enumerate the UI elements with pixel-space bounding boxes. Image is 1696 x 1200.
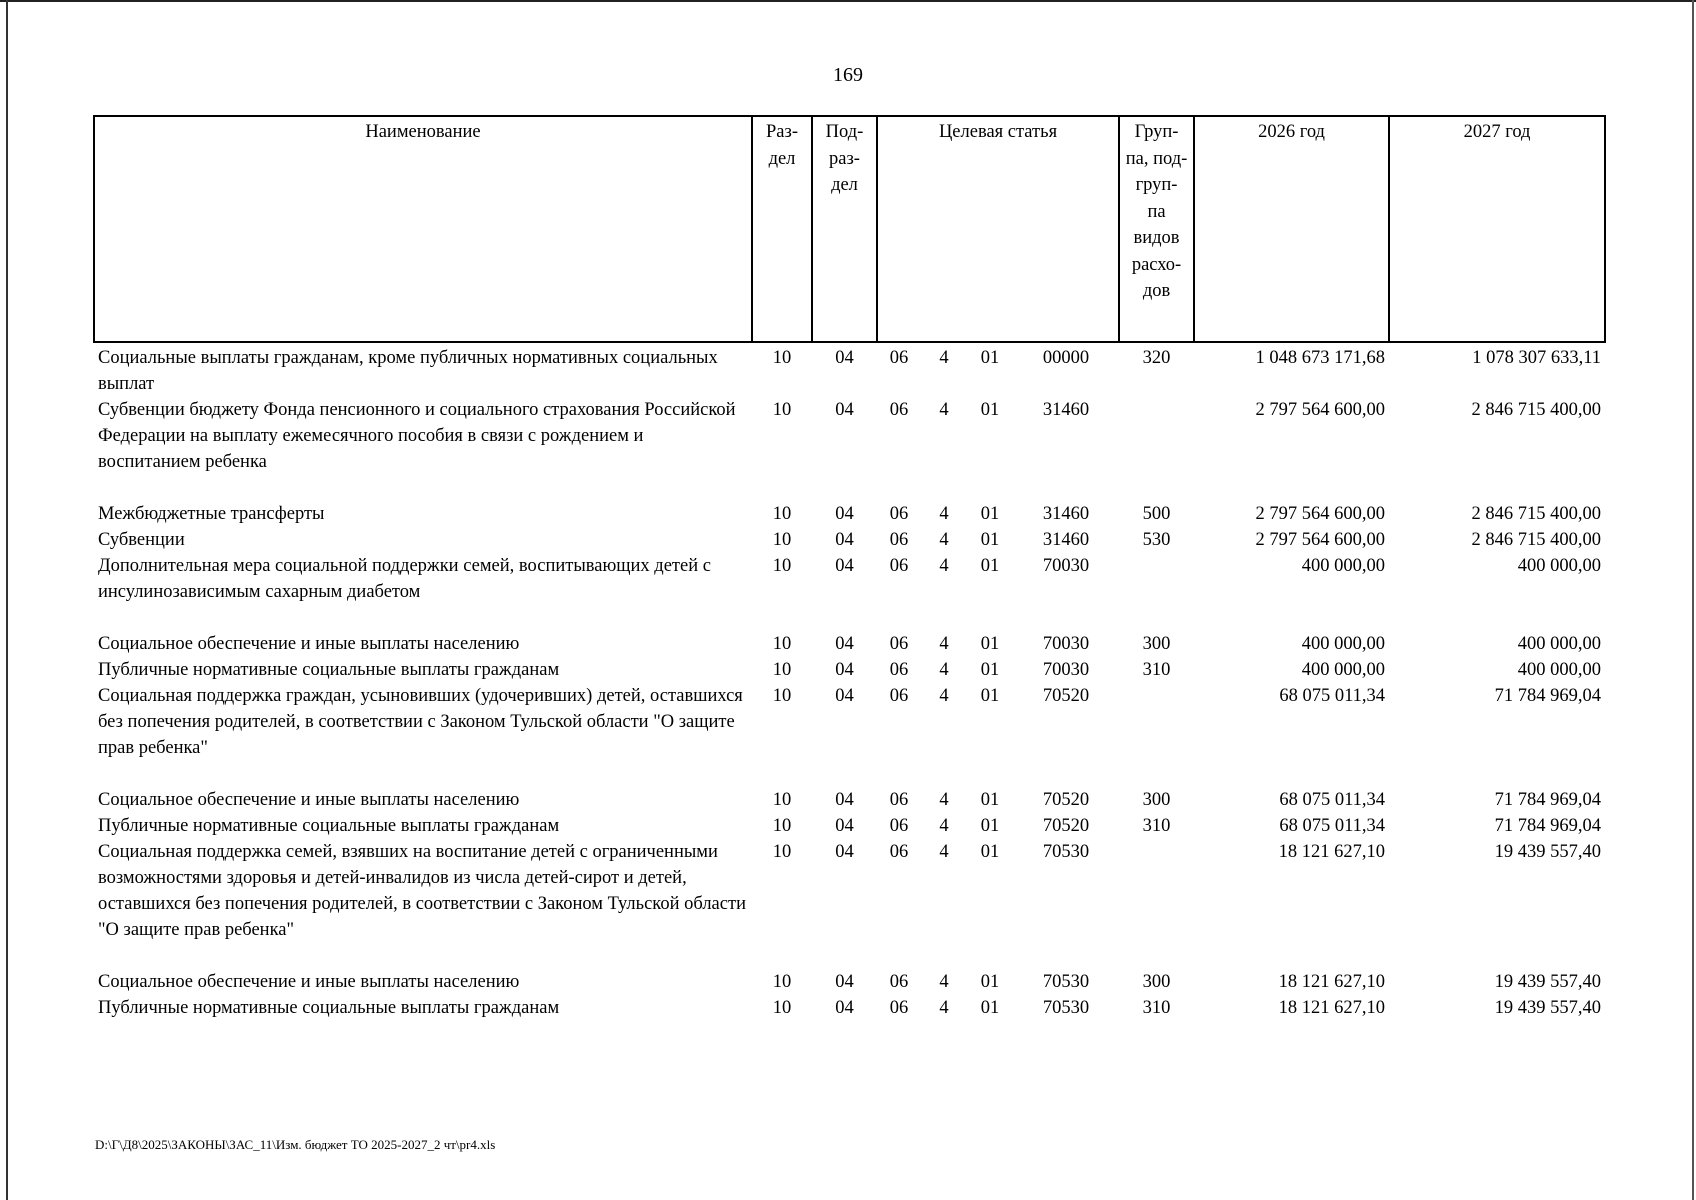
cell-target-3: 01 bbox=[980, 998, 1000, 1018]
cell-target-3: 01 bbox=[980, 634, 1000, 654]
cell-target-1: 06 bbox=[889, 660, 909, 680]
cell-target-3: 01 bbox=[980, 504, 1000, 524]
cell-target-2: 4 bbox=[939, 660, 949, 680]
scan-edge-right bbox=[1692, 0, 1694, 1200]
cell-podrazdel: 04 bbox=[835, 556, 854, 576]
header-2027: 2027 год bbox=[1389, 116, 1605, 342]
cell-group bbox=[1119, 397, 1194, 501]
cell-2027: 19 439 557,40 bbox=[1494, 998, 1602, 1018]
cell-target-2: 4 bbox=[939, 634, 949, 654]
cell-podrazdel: 04 bbox=[835, 400, 854, 420]
cell-target-2: 4 bbox=[939, 556, 949, 576]
cell-target-3: 01 bbox=[980, 972, 1000, 992]
cell-target-2: 4 bbox=[939, 972, 949, 992]
cell-target-2: 4 bbox=[939, 686, 949, 706]
cell-razdel: 10 bbox=[772, 504, 792, 524]
cell-group bbox=[1119, 553, 1194, 631]
cell-podrazdel: 04 bbox=[835, 816, 854, 836]
cell-podrazdel: 04 bbox=[835, 686, 854, 706]
cell-podrazdel: 04 bbox=[835, 348, 854, 368]
cell-2026: 400 000,00 bbox=[1301, 556, 1386, 576]
table-row bbox=[94, 553, 1605, 631]
table-row bbox=[94, 342, 1605, 397]
table-row bbox=[94, 631, 1605, 657]
cell-2026: 2 797 564 600,00 bbox=[1255, 400, 1386, 420]
footer-file-path: D:\Г\Д8\2025\ЗАКОНЫ\ЗАС_11\Изм. бюджет ТО 2025-2027_2 чт\pr4.xls bbox=[95, 1137, 496, 1152]
cell-razdel: 10 bbox=[772, 556, 792, 576]
cell-name: Межбюджетные трансферты bbox=[98, 504, 325, 524]
table-row bbox=[94, 527, 1605, 553]
cell-target-3: 01 bbox=[980, 530, 1000, 550]
cell-name: Социальная поддержка семей, взявших на воспитание детей с ограниченными возможностями здоровья и детей-инвалидов из числа детей-сирот и детей, оставшихся без попечения родителей, в соответствии с Законом Тульской области "О защите прав ребенка" bbox=[98, 842, 746, 940]
cell-target-1: 06 bbox=[889, 556, 909, 576]
table-row bbox=[94, 657, 1605, 683]
cell-target-2: 4 bbox=[939, 400, 949, 420]
cell-target-1: 06 bbox=[889, 686, 909, 706]
cell-razdel: 10 bbox=[772, 816, 792, 836]
table-row bbox=[94, 501, 1605, 527]
cell-target-3: 01 bbox=[980, 660, 1000, 680]
cell-target-2: 4 bbox=[939, 790, 949, 810]
cell-group: 300 bbox=[1142, 790, 1171, 810]
cell-name: Социальное обеспечение и иные выплаты населению bbox=[98, 972, 520, 992]
cell-razdel: 10 bbox=[772, 634, 792, 654]
cell-2026: 400 000,00 bbox=[1301, 660, 1386, 680]
header-group: Груп- па, под- груп- па видов расхо- дов bbox=[1119, 116, 1194, 342]
cell-name: Субвенции bbox=[98, 530, 185, 550]
cell-razdel: 10 bbox=[772, 790, 792, 810]
cell-razdel: 10 bbox=[772, 972, 792, 992]
cell-name: Социальное обеспечение и иные выплаты населению bbox=[98, 634, 520, 654]
cell-group bbox=[1119, 839, 1194, 969]
cell-razdel: 10 bbox=[772, 348, 792, 368]
cell-target-4: 70520 bbox=[1042, 790, 1090, 810]
cell-group bbox=[1119, 683, 1194, 787]
table-row bbox=[94, 969, 1605, 995]
cell-target-2: 4 bbox=[939, 816, 949, 836]
cell-razdel: 10 bbox=[772, 686, 792, 706]
cell-target-3: 01 bbox=[980, 400, 1000, 420]
cell-2026: 68 075 011,34 bbox=[1279, 790, 1386, 810]
cell-podrazdel: 04 bbox=[835, 998, 854, 1018]
scan-edge-left bbox=[6, 0, 8, 1200]
cell-target-1: 06 bbox=[889, 400, 909, 420]
cell-2027: 19 439 557,40 bbox=[1494, 842, 1602, 862]
cell-group: 320 bbox=[1142, 348, 1171, 368]
cell-target-3: 01 bbox=[980, 556, 1000, 576]
cell-target-1: 06 bbox=[889, 790, 909, 810]
cell-target-1: 06 bbox=[889, 504, 909, 524]
cell-target-4: 00000 bbox=[1042, 348, 1090, 368]
cell-target-4: 31460 bbox=[1042, 504, 1090, 524]
table-row bbox=[94, 995, 1605, 1021]
cell-target-3: 01 bbox=[980, 816, 1000, 836]
cell-2026: 400 000,00 bbox=[1301, 634, 1386, 654]
table-row bbox=[94, 397, 1605, 501]
cell-2026: 68 075 011,34 bbox=[1279, 816, 1386, 836]
cell-razdel: 10 bbox=[772, 842, 792, 862]
cell-target-3: 01 bbox=[980, 348, 1000, 368]
cell-target-4: 70030 bbox=[1042, 556, 1090, 576]
cell-2026: 18 121 627,10 bbox=[1278, 998, 1386, 1018]
cell-2026: 2 797 564 600,00 bbox=[1255, 530, 1386, 550]
cell-2027: 19 439 557,40 bbox=[1494, 972, 1602, 992]
cell-razdel: 10 bbox=[772, 530, 792, 550]
cell-target-2: 4 bbox=[939, 998, 949, 1018]
cell-group: 530 bbox=[1142, 530, 1171, 550]
cell-2027: 1 078 307 633,11 bbox=[1472, 348, 1602, 368]
cell-target-2: 4 bbox=[939, 842, 949, 862]
table-row bbox=[94, 813, 1605, 839]
cell-2027: 71 784 969,04 bbox=[1494, 790, 1602, 810]
cell-group: 310 bbox=[1142, 660, 1171, 680]
cell-target-4: 31460 bbox=[1042, 400, 1090, 420]
cell-target-4: 70530 bbox=[1042, 998, 1090, 1018]
cell-target-4: 70530 bbox=[1042, 842, 1090, 862]
cell-group: 310 bbox=[1142, 998, 1171, 1018]
header-target-article: Целевая статья bbox=[877, 116, 1119, 342]
cell-target-2: 4 bbox=[939, 348, 949, 368]
cell-target-3: 01 bbox=[980, 686, 1000, 706]
cell-2027: 2 846 715 400,00 bbox=[1471, 400, 1602, 420]
table-row bbox=[94, 683, 1605, 787]
cell-group: 300 bbox=[1142, 972, 1171, 992]
cell-2027: 71 784 969,04 bbox=[1494, 686, 1602, 706]
header-name: Наименование bbox=[94, 116, 752, 342]
cell-name: Социальные выплаты гражданам, кроме публичных нормативных социальных выплат bbox=[98, 348, 718, 394]
cell-target-1: 06 bbox=[889, 816, 909, 836]
cell-2027: 400 000,00 bbox=[1517, 556, 1602, 576]
cell-name: Социальная поддержка граждан, усыновивших (удочеривших) детей, оставшихся без попечения родителей, в соответствии с Законом Тульской области "О защите прав ребенка" bbox=[98, 686, 743, 758]
cell-name: Социальное обеспечение и иные выплаты населению bbox=[98, 790, 520, 810]
table-row bbox=[94, 787, 1605, 813]
cell-2027: 71 784 969,04 bbox=[1494, 816, 1602, 836]
cell-name: Субвенции бюджету Фонда пенсионного и социального страхования Российской Федерации на выплату ежемесячного пособия в связи с рождением и воспитанием ребенка bbox=[98, 400, 736, 472]
cell-podrazdel: 04 bbox=[835, 504, 854, 524]
cell-podrazdel: 04 bbox=[835, 634, 854, 654]
scan-edge-top bbox=[0, 0, 1696, 2]
cell-group: 300 bbox=[1142, 634, 1171, 654]
cell-razdel: 10 bbox=[772, 660, 792, 680]
cell-name: Публичные нормативные социальные выплаты гражданам bbox=[98, 660, 560, 680]
cell-2027: 2 846 715 400,00 bbox=[1471, 530, 1602, 550]
cell-podrazdel: 04 bbox=[835, 790, 854, 810]
cell-2027: 2 846 715 400,00 bbox=[1471, 504, 1602, 524]
cell-target-1: 06 bbox=[889, 530, 909, 550]
header-razdel: Раз- дел bbox=[752, 116, 812, 342]
cell-target-1: 06 bbox=[889, 348, 909, 368]
page-number: 169 bbox=[833, 64, 863, 86]
header-podrazdel: Под- раз- дел bbox=[812, 116, 877, 342]
cell-group: 500 bbox=[1142, 504, 1171, 524]
cell-target-1: 06 bbox=[889, 998, 909, 1018]
cell-razdel: 10 bbox=[772, 400, 792, 420]
cell-target-3: 01 bbox=[980, 842, 1000, 862]
budget-table bbox=[93, 115, 1606, 1021]
cell-target-1: 06 bbox=[889, 972, 909, 992]
cell-2027: 400 000,00 bbox=[1517, 634, 1602, 654]
cell-podrazdel: 04 bbox=[835, 660, 854, 680]
table-header-row bbox=[94, 116, 1605, 342]
cell-target-4: 31460 bbox=[1042, 530, 1090, 550]
table-row bbox=[94, 839, 1605, 969]
cell-target-2: 4 bbox=[939, 504, 949, 524]
cell-target-4: 70520 bbox=[1042, 686, 1090, 706]
cell-name: Публичные нормативные социальные выплаты гражданам bbox=[98, 816, 560, 836]
cell-target-4: 70520 bbox=[1042, 816, 1090, 836]
cell-target-1: 06 bbox=[889, 634, 909, 654]
cell-2026: 1 048 673 171,68 bbox=[1255, 348, 1386, 368]
cell-target-3: 01 bbox=[980, 790, 1000, 810]
cell-2026: 68 075 011,34 bbox=[1279, 686, 1386, 706]
table-body bbox=[94, 342, 1605, 1021]
cell-2027: 400 000,00 bbox=[1517, 660, 1602, 680]
cell-2026: 18 121 627,10 bbox=[1278, 972, 1386, 992]
cell-name: Дополнительная мера социальной поддержки семей, воспитывающих детей с инсулинозависимым сахарным диабетом bbox=[98, 556, 711, 602]
cell-target-2: 4 bbox=[939, 530, 949, 550]
cell-podrazdel: 04 bbox=[835, 842, 854, 862]
cell-target-1: 06 bbox=[889, 842, 909, 862]
cell-2026: 2 797 564 600,00 bbox=[1255, 504, 1386, 524]
cell-2026: 18 121 627,10 bbox=[1278, 842, 1386, 862]
cell-target-4: 70030 bbox=[1042, 634, 1090, 654]
cell-group: 310 bbox=[1142, 816, 1171, 836]
cell-target-4: 70530 bbox=[1042, 972, 1090, 992]
cell-podrazdel: 04 bbox=[835, 530, 854, 550]
cell-name: Публичные нормативные социальные выплаты гражданам bbox=[98, 998, 560, 1018]
cell-podrazdel: 04 bbox=[835, 972, 854, 992]
cell-razdel: 10 bbox=[772, 998, 792, 1018]
cell-target-4: 70030 bbox=[1042, 660, 1090, 680]
header-2026: 2026 год bbox=[1194, 116, 1389, 342]
